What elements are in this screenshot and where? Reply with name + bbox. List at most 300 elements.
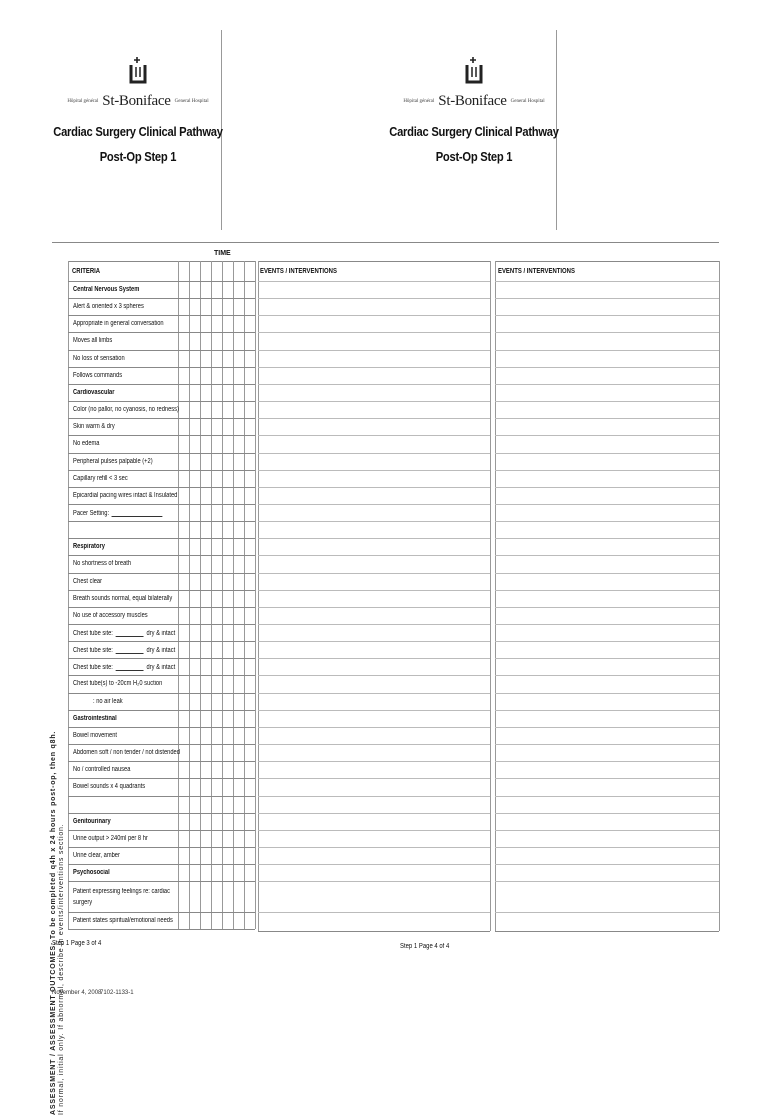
events-entry-cell[interactable] (496, 316, 719, 332)
events-entry-cell[interactable] (259, 779, 490, 795)
time-entry-cell[interactable] (245, 471, 255, 487)
time-entry-cell[interactable] (212, 351, 222, 367)
time-entry-cell[interactable] (201, 882, 211, 912)
time-entry-cell[interactable] (190, 762, 200, 778)
time-entry-cell[interactable] (179, 454, 189, 470)
time-entry-cell[interactable] (212, 642, 222, 658)
time-entry-cell[interactable] (223, 282, 233, 298)
events-entry-cell[interactable] (259, 711, 490, 727)
time-entry-cell[interactable] (201, 642, 211, 658)
time-entry-cell[interactable] (201, 591, 211, 607)
time-entry-cell[interactable] (212, 676, 222, 692)
time-entry-cell[interactable] (245, 694, 255, 710)
time-entry-cell[interactable] (201, 762, 211, 778)
time-entry-cell[interactable] (223, 694, 233, 710)
time-entry-cell[interactable] (245, 488, 255, 504)
events-entry-cell[interactable] (496, 471, 719, 487)
time-entry-cell[interactable] (179, 368, 189, 384)
time-entry-cell[interactable] (179, 351, 189, 367)
time-entry-cell[interactable] (223, 454, 233, 470)
time-entry-cell[interactable] (245, 831, 255, 847)
time-entry-cell[interactable] (179, 694, 189, 710)
events-entry-cell[interactable] (496, 865, 719, 881)
time-entry-cell[interactable] (201, 505, 211, 521)
time-entry-cell[interactable] (179, 745, 189, 761)
time-entry-cell[interactable] (234, 676, 244, 692)
time-entry-cell[interactable] (201, 848, 211, 864)
time-entry-cell[interactable] (201, 728, 211, 744)
time-entry-cell[interactable] (179, 642, 189, 658)
time-entry-cell[interactable] (201, 539, 211, 555)
events-entry-cell[interactable] (259, 762, 490, 778)
time-entry-cell[interactable] (179, 913, 189, 929)
time-entry-cell[interactable] (212, 282, 222, 298)
events-entry-cell[interactable] (259, 351, 490, 367)
time-entry-cell[interactable] (212, 779, 222, 795)
events-entry-cell[interactable] (496, 814, 719, 830)
time-entry-cell[interactable] (234, 385, 244, 401)
events-entry-cell[interactable] (259, 745, 490, 761)
time-entry-cell[interactable] (234, 694, 244, 710)
time-entry-cell[interactable] (212, 454, 222, 470)
time-entry-cell[interactable] (201, 522, 211, 538)
time-entry-cell[interactable] (179, 419, 189, 435)
time-entry-cell[interactable] (179, 625, 189, 641)
time-entry-cell[interactable] (179, 316, 189, 332)
time-entry-cell[interactable] (245, 454, 255, 470)
events-entry-cell[interactable] (496, 419, 719, 435)
events-entry-cell[interactable] (259, 368, 490, 384)
time-entry-cell[interactable] (179, 522, 189, 538)
time-entry-cell[interactable] (190, 591, 200, 607)
time-entry-cell[interactable] (212, 299, 222, 315)
events-entry-cell[interactable] (496, 831, 719, 847)
time-entry-cell[interactable] (234, 368, 244, 384)
time-entry-cell[interactable] (190, 659, 200, 675)
time-entry-cell[interactable] (190, 694, 200, 710)
time-entry-cell[interactable] (234, 625, 244, 641)
time-entry-cell[interactable] (190, 368, 200, 384)
time-entry-cell[interactable] (201, 488, 211, 504)
time-entry-cell[interactable] (201, 745, 211, 761)
time-entry-cell[interactable] (245, 797, 255, 813)
time-entry-cell[interactable] (212, 913, 222, 929)
time-entry-cell[interactable] (179, 865, 189, 881)
time-entry-cell[interactable] (223, 882, 233, 912)
time-entry-cell[interactable] (212, 608, 222, 624)
time-entry-cell[interactable] (212, 865, 222, 881)
time-entry-cell[interactable] (179, 882, 189, 912)
time-entry-cell[interactable] (234, 436, 244, 452)
time-entry-cell[interactable] (223, 436, 233, 452)
events-entry-cell[interactable] (496, 436, 719, 452)
events-entry-cell[interactable] (259, 402, 490, 418)
chest-tube-site-field[interactable] (115, 646, 143, 654)
time-entry-cell[interactable] (201, 556, 211, 572)
time-entry-cell[interactable] (201, 385, 211, 401)
time-entry-cell[interactable] (190, 625, 200, 641)
time-entry-cell[interactable] (223, 865, 233, 881)
events-entry-cell[interactable] (496, 659, 719, 675)
time-entry-cell[interactable] (223, 574, 233, 590)
time-entry-cell[interactable] (245, 368, 255, 384)
events-entry-cell[interactable] (496, 351, 719, 367)
time-entry-cell[interactable] (190, 913, 200, 929)
time-entry-cell[interactable] (179, 299, 189, 315)
time-entry-cell[interactable] (234, 333, 244, 349)
events-entry-cell[interactable] (259, 282, 490, 298)
time-entry-cell[interactable] (234, 316, 244, 332)
time-entry-cell[interactable] (223, 814, 233, 830)
time-entry-cell[interactable] (223, 779, 233, 795)
events-entry-cell[interactable] (496, 625, 719, 641)
time-entry-cell[interactable] (179, 711, 189, 727)
time-entry-cell[interactable] (212, 471, 222, 487)
events-entry-cell[interactable] (259, 539, 490, 555)
time-entry-cell[interactable] (223, 728, 233, 744)
time-entry-cell[interactable] (190, 454, 200, 470)
time-entry-cell[interactable] (212, 882, 222, 912)
time-entry-cell[interactable] (212, 333, 222, 349)
time-entry-cell[interactable] (223, 419, 233, 435)
time-entry-cell[interactable] (212, 728, 222, 744)
events-entry-cell[interactable] (496, 676, 719, 692)
time-entry-cell[interactable] (223, 351, 233, 367)
events-entry-cell[interactable] (259, 659, 490, 675)
events-entry-cell[interactable] (259, 316, 490, 332)
time-entry-cell[interactable] (190, 316, 200, 332)
time-entry-cell[interactable] (234, 745, 244, 761)
time-entry-cell[interactable] (190, 814, 200, 830)
time-entry-cell[interactable] (179, 762, 189, 778)
time-entry-cell[interactable] (201, 711, 211, 727)
events-entry-cell[interactable] (496, 762, 719, 778)
time-entry-cell[interactable] (201, 282, 211, 298)
time-entry-cell[interactable] (245, 591, 255, 607)
events-entry-cell[interactable] (259, 676, 490, 692)
time-entry-cell[interactable] (234, 299, 244, 315)
time-entry-cell[interactable] (190, 745, 200, 761)
time-entry-cell[interactable] (179, 848, 189, 864)
time-entry-cell[interactable] (190, 676, 200, 692)
time-entry-cell[interactable] (223, 556, 233, 572)
time-entry-cell[interactable] (201, 454, 211, 470)
time-entry-cell[interactable] (223, 316, 233, 332)
chest-tube-site-field[interactable] (115, 629, 143, 637)
events-entry-cell[interactable] (496, 505, 719, 521)
time-entry-cell[interactable] (234, 882, 244, 912)
events-entry-cell[interactable] (496, 385, 719, 401)
events-entry-cell[interactable] (496, 882, 719, 912)
time-entry-cell[interactable] (212, 591, 222, 607)
events-entry-cell[interactable] (496, 608, 719, 624)
time-entry-cell[interactable] (190, 282, 200, 298)
time-entry-cell[interactable] (201, 797, 211, 813)
time-entry-cell[interactable] (201, 316, 211, 332)
time-entry-cell[interactable] (212, 539, 222, 555)
time-entry-cell[interactable] (212, 402, 222, 418)
time-entry-cell[interactable] (212, 625, 222, 641)
time-entry-cell[interactable] (190, 711, 200, 727)
time-entry-cell[interactable] (234, 797, 244, 813)
time-entry-cell[interactable] (179, 539, 189, 555)
time-entry-cell[interactable] (245, 402, 255, 418)
time-entry-cell[interactable] (212, 556, 222, 572)
time-entry-cell[interactable] (179, 556, 189, 572)
time-entry-cell[interactable] (212, 436, 222, 452)
time-entry-cell[interactable] (201, 402, 211, 418)
events-entry-cell[interactable] (259, 625, 490, 641)
time-entry-cell[interactable] (234, 574, 244, 590)
time-entry-cell[interactable] (201, 351, 211, 367)
time-entry-cell[interactable] (190, 385, 200, 401)
time-entry-cell[interactable] (190, 797, 200, 813)
events-entry-cell[interactable] (259, 454, 490, 470)
time-entry-cell[interactable] (179, 591, 189, 607)
time-entry-cell[interactable] (179, 385, 189, 401)
chest-tube-site-field[interactable] (115, 663, 143, 671)
time-entry-cell[interactable] (245, 556, 255, 572)
time-entry-cell[interactable] (179, 779, 189, 795)
time-entry-cell[interactable] (223, 591, 233, 607)
events-entry-cell[interactable] (496, 556, 719, 572)
time-entry-cell[interactable] (201, 625, 211, 641)
time-entry-cell[interactable] (223, 745, 233, 761)
time-entry-cell[interactable] (179, 676, 189, 692)
events-entry-cell[interactable] (496, 728, 719, 744)
time-entry-cell[interactable] (201, 676, 211, 692)
time-entry-cell[interactable] (245, 608, 255, 624)
time-entry-cell[interactable] (212, 488, 222, 504)
time-entry-cell[interactable] (201, 471, 211, 487)
time-entry-cell[interactable] (223, 471, 233, 487)
time-entry-cell[interactable] (245, 882, 255, 912)
time-entry-cell[interactable] (245, 282, 255, 298)
events-entry-cell[interactable] (259, 642, 490, 658)
time-entry-cell[interactable] (234, 351, 244, 367)
time-entry-cell[interactable] (234, 848, 244, 864)
time-entry-cell[interactable] (201, 865, 211, 881)
time-entry-cell[interactable] (234, 642, 244, 658)
time-entry-cell[interactable] (223, 913, 233, 929)
time-entry-cell[interactable] (223, 797, 233, 813)
time-entry-cell[interactable] (190, 539, 200, 555)
time-entry-cell[interactable] (234, 728, 244, 744)
events-entry-cell[interactable] (496, 642, 719, 658)
time-entry-cell[interactable] (201, 913, 211, 929)
time-entry-cell[interactable] (201, 779, 211, 795)
time-entry-cell[interactable] (223, 676, 233, 692)
events-entry-cell[interactable] (259, 848, 490, 864)
events-entry-cell[interactable] (259, 556, 490, 572)
time-entry-cell[interactable] (179, 436, 189, 452)
time-entry-cell[interactable] (190, 848, 200, 864)
time-entry-cell[interactable] (234, 591, 244, 607)
time-entry-cell[interactable] (223, 299, 233, 315)
time-entry-cell[interactable] (234, 454, 244, 470)
time-entry-cell[interactable] (201, 333, 211, 349)
time-entry-cell[interactable] (190, 299, 200, 315)
time-entry-cell[interactable] (179, 488, 189, 504)
time-entry-cell[interactable] (190, 556, 200, 572)
time-entry-cell[interactable] (190, 471, 200, 487)
events-entry-cell[interactable] (496, 522, 719, 538)
time-entry-cell[interactable] (223, 711, 233, 727)
time-entry-cell[interactable] (245, 539, 255, 555)
events-entry-cell[interactable] (259, 522, 490, 538)
events-entry-cell[interactable] (259, 385, 490, 401)
time-entry-cell[interactable] (212, 316, 222, 332)
time-entry-cell[interactable] (245, 625, 255, 641)
events-entry-cell[interactable] (259, 574, 490, 590)
events-entry-cell[interactable] (259, 694, 490, 710)
time-entry-cell[interactable] (201, 814, 211, 830)
time-entry-cell[interactable] (179, 831, 189, 847)
time-entry-cell[interactable] (212, 368, 222, 384)
time-entry-cell[interactable] (245, 711, 255, 727)
time-entry-cell[interactable] (212, 797, 222, 813)
time-entry-cell[interactable] (201, 574, 211, 590)
time-entry-cell[interactable] (190, 333, 200, 349)
events-entry-cell[interactable] (496, 282, 719, 298)
time-entry-cell[interactable] (245, 333, 255, 349)
time-entry-cell[interactable] (212, 574, 222, 590)
events-entry-cell[interactable] (496, 539, 719, 555)
events-entry-cell[interactable] (496, 797, 719, 813)
time-entry-cell[interactable] (190, 831, 200, 847)
time-entry-cell[interactable] (190, 351, 200, 367)
time-entry-cell[interactable] (245, 522, 255, 538)
time-entry-cell[interactable] (179, 402, 189, 418)
events-entry-cell[interactable] (259, 471, 490, 487)
time-entry-cell[interactable] (212, 814, 222, 830)
time-entry-cell[interactable] (190, 505, 200, 521)
time-entry-cell[interactable] (234, 608, 244, 624)
time-entry-cell[interactable] (212, 745, 222, 761)
time-entry-cell[interactable] (212, 831, 222, 847)
time-entry-cell[interactable] (212, 711, 222, 727)
events-entry-cell[interactable] (259, 882, 490, 912)
time-entry-cell[interactable] (190, 574, 200, 590)
time-entry-cell[interactable] (179, 282, 189, 298)
events-entry-cell[interactable] (259, 333, 490, 349)
events-entry-cell[interactable] (496, 454, 719, 470)
events-entry-cell[interactable] (496, 333, 719, 349)
time-entry-cell[interactable] (190, 642, 200, 658)
time-entry-cell[interactable] (234, 505, 244, 521)
time-entry-cell[interactable] (234, 659, 244, 675)
time-entry-cell[interactable] (190, 779, 200, 795)
time-entry-cell[interactable] (245, 642, 255, 658)
time-entry-cell[interactable] (245, 385, 255, 401)
time-entry-cell[interactable] (201, 694, 211, 710)
time-entry-cell[interactable] (245, 728, 255, 744)
time-entry-cell[interactable] (179, 574, 189, 590)
time-entry-cell[interactable] (234, 556, 244, 572)
events-entry-cell[interactable] (496, 745, 719, 761)
time-entry-cell[interactable] (223, 488, 233, 504)
time-entry-cell[interactable] (245, 574, 255, 590)
time-entry-cell[interactable] (212, 522, 222, 538)
time-entry-cell[interactable] (234, 814, 244, 830)
time-entry-cell[interactable] (245, 659, 255, 675)
time-entry-cell[interactable] (234, 282, 244, 298)
time-entry-cell[interactable] (234, 865, 244, 881)
events-entry-cell[interactable] (259, 419, 490, 435)
events-entry-cell[interactable] (259, 436, 490, 452)
events-entry-cell[interactable] (496, 488, 719, 504)
time-entry-cell[interactable] (245, 676, 255, 692)
time-entry-cell[interactable] (234, 779, 244, 795)
events-entry-cell[interactable] (259, 299, 490, 315)
time-entry-cell[interactable] (179, 471, 189, 487)
time-entry-cell[interactable] (245, 299, 255, 315)
events-entry-cell[interactable] (259, 913, 490, 929)
time-entry-cell[interactable] (179, 728, 189, 744)
time-entry-cell[interactable] (223, 368, 233, 384)
time-entry-cell[interactable] (201, 299, 211, 315)
time-entry-cell[interactable] (212, 762, 222, 778)
events-entry-cell[interactable] (496, 848, 719, 864)
time-entry-cell[interactable] (223, 539, 233, 555)
time-entry-cell[interactable] (201, 436, 211, 452)
time-entry-cell[interactable] (179, 659, 189, 675)
time-entry-cell[interactable] (212, 385, 222, 401)
time-entry-cell[interactable] (223, 848, 233, 864)
time-entry-cell[interactable] (179, 333, 189, 349)
events-entry-cell[interactable] (259, 505, 490, 521)
time-entry-cell[interactable] (234, 471, 244, 487)
time-entry-cell[interactable] (234, 831, 244, 847)
time-entry-cell[interactable] (190, 419, 200, 435)
time-entry-cell[interactable] (212, 848, 222, 864)
events-entry-cell[interactable] (259, 865, 490, 881)
time-entry-cell[interactable] (212, 419, 222, 435)
time-entry-cell[interactable] (245, 419, 255, 435)
events-entry-cell[interactable] (496, 574, 719, 590)
events-entry-cell[interactable] (259, 608, 490, 624)
events-entry-cell[interactable] (496, 694, 719, 710)
events-entry-cell[interactable] (259, 831, 490, 847)
time-entry-cell[interactable] (223, 625, 233, 641)
time-entry-cell[interactable] (223, 385, 233, 401)
time-entry-cell[interactable] (234, 419, 244, 435)
time-entry-cell[interactable] (201, 419, 211, 435)
time-entry-cell[interactable] (245, 762, 255, 778)
time-entry-cell[interactable] (234, 522, 244, 538)
time-entry-cell[interactable] (245, 316, 255, 332)
events-entry-cell[interactable] (496, 368, 719, 384)
time-entry-cell[interactable] (223, 333, 233, 349)
time-entry-cell[interactable] (190, 865, 200, 881)
time-entry-cell[interactable] (223, 608, 233, 624)
time-entry-cell[interactable] (245, 848, 255, 864)
time-entry-cell[interactable] (190, 436, 200, 452)
time-entry-cell[interactable] (245, 779, 255, 795)
time-entry-cell[interactable] (212, 505, 222, 521)
time-entry-cell[interactable] (245, 436, 255, 452)
events-entry-cell[interactable] (496, 299, 719, 315)
time-entry-cell[interactable] (223, 505, 233, 521)
events-entry-cell[interactable] (496, 711, 719, 727)
events-entry-cell[interactable] (259, 728, 490, 744)
time-entry-cell[interactable] (245, 913, 255, 929)
time-entry-cell[interactable] (190, 488, 200, 504)
time-entry-cell[interactable] (234, 913, 244, 929)
events-entry-cell[interactable] (259, 488, 490, 504)
events-entry-cell[interactable] (259, 814, 490, 830)
time-entry-cell[interactable] (190, 728, 200, 744)
